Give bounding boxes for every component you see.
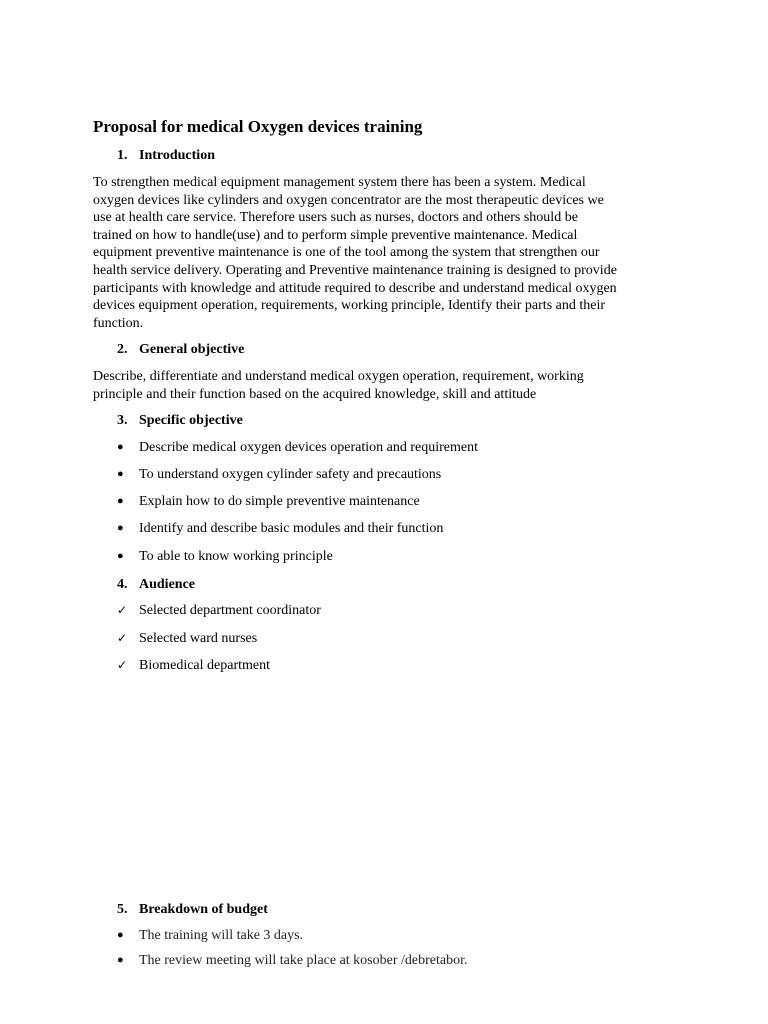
section-title: Specific objective [139,413,243,428]
section-heading-specific-objective [117,413,243,429]
bullet-icon: ● [117,550,124,562]
section-title: Breakdown of budget [139,902,268,917]
paragraph-line: principle and their function based on the acquired knowledge, skill and attitude [93,386,537,402]
bullet-icon: ● [117,522,124,534]
section-number: 3. [117,413,128,428]
paragraph-line: participants with knowledge and attitude required to describe and understand medical oxygen [93,280,617,296]
section-number: 5. [117,902,128,917]
paragraph-line: equipment preventive maintenance is one of the tool among the system that strengthen our [93,245,600,261]
introduction-paragraph [93,174,693,332]
bullet-icon: ● [117,495,124,507]
section-number: 1. [117,148,128,163]
section-title: Introduction [139,148,215,163]
list-item-text: Biomedical department [139,658,271,673]
list-item [117,928,303,944]
paragraph-line: function. [93,315,144,331]
section-heading-budget [117,902,268,918]
paragraph-line: To strengthen medical equipment management system there has been a system. Medical [93,175,586,190]
list-item [117,440,478,456]
paragraph-line: health service delivery. Operating and Preventive maintenance training is designed to provide [93,262,617,278]
bullet-icon: ● [117,441,124,453]
list-item-text: Selected ward nurses [139,631,258,646]
list-item [117,521,443,537]
section-heading-introduction [117,148,215,164]
bullet-icon: ● [117,468,124,480]
paragraph-line: oxygen devices like cylinders and oxygen concentrator are the most therapeutic devices we [93,192,604,208]
document-title: Proposal for medical Oxygen devices training [93,117,423,136]
list-item-text: The review meeting will take place at kosober /debretabor. [139,953,468,968]
section-number: 4. [117,577,128,592]
list-item [117,603,321,619]
section-number: 2. [117,342,128,357]
general-objective-paragraph [93,368,693,403]
paragraph-line: devices equipment operation, requirements, working principle, Identify their parts and their [93,298,606,314]
list-item [117,494,420,510]
list-item-text: Identify and describe basic modules and their function [139,521,444,536]
section-heading-audience [117,577,195,593]
paragraph-line: use at health care service. Therefore users such as nurses, doctors and others should be [93,210,578,226]
checkmark-icon: ✓ [117,631,128,645]
bullet-icon: ● [117,929,124,941]
paragraph-line: Describe, differentiate and understand medical oxygen operation, requirement, working [93,369,584,384]
list-item [117,549,333,565]
list-item [117,631,257,647]
paragraph-line: trained on how to handle(use) and to perform simple preventive maintenance. Medical [93,227,578,243]
list-item [117,658,270,674]
checkmark-icon: ✓ [117,603,128,617]
list-item-text: The training will take 3 days. [139,928,304,943]
list-item-text: To understand oxygen cylinder safety and precautions [139,467,442,482]
checkmark-icon: ✓ [117,658,128,672]
section-heading-general-objective [117,342,244,358]
list-item-text: Selected department coordinator [139,603,321,618]
bullet-icon: ● [117,954,124,966]
list-item [117,467,441,483]
list-item-text: Describe medical oxygen devices operation and requirement [139,440,478,455]
section-title: Audience [139,577,195,592]
list-item [117,953,467,969]
list-item-text: To able to know working principle [139,549,333,564]
section-title: General objective [139,342,245,357]
list-item-text: Explain how to do simple preventive maintenance [139,494,420,509]
